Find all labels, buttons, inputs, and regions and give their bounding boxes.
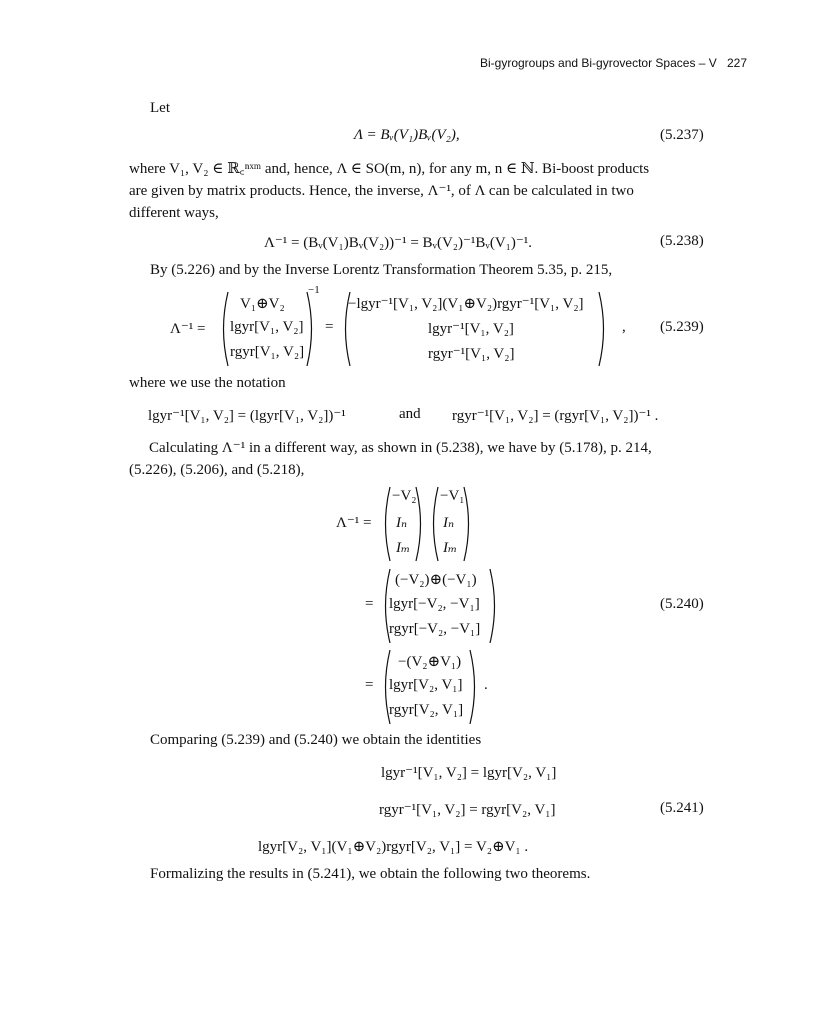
matrix-cell: lgyr⁻¹[V₁, V₂] [428,321,514,337]
paragraph-comparing: Comparing (5.239) and (5.240) we obtain the identities [150,732,482,748]
paragraph-line: different ways, [129,205,219,221]
right-paren [488,567,500,645]
matrix-cell: Iₘ [443,540,458,556]
equation-number-5-241: (5.241) [660,800,704,816]
equation-number-5-239: (5.239) [660,319,704,335]
matrix-cell: rgyr⁻¹[V₁, V₂] [428,346,515,362]
running-header-title: Bi-gyrogroups and Bi-gyrovector Spaces – V [480,56,717,70]
identity-rgyr: rgyr⁻¹[V₁, V₂] = rgyr[V₂, V₁] [379,802,556,818]
matrix-cell: lgyr[−V₂, −V₁] [389,596,480,612]
paragraph-line: Calculating Λ⁻¹ in a different way, as shown in (5.238), we have by (5.178), p. 214, [149,440,652,456]
paragraph-line: (5.226), (5.206), and (5.218), [129,462,305,478]
equation-comma: , [622,319,626,335]
matrix-cell: Iₙ [443,515,455,531]
paragraph-by: By (5.226) and by the Inverse Lorentz Transformation Theorem 5.35, p. 215, [150,262,613,278]
equals-sign: = [325,319,334,335]
identity-gyration: lgyr[V₂, V₁](V₁⊕V₂)rgyr[V₂, V₁] = V₂⊕V₁ . [258,839,529,855]
matrix-cell: −V₂ [392,488,417,504]
paragraph-calculating [129,437,709,481]
notation-and: and [399,406,421,422]
equation-number-5-240: (5.240) [660,596,704,612]
matrix-cell: −V₁ [440,488,465,504]
paragraph-notation: where we use the notation [129,375,286,391]
matrix-cell: lgyr[V₁, V₂] [230,319,304,335]
matrix-cell: Iₙ [396,515,408,531]
right-paren [462,485,474,563]
right-paren [468,648,480,726]
matrix-cell: V₁⊕V₂ [240,296,285,312]
matrix-cell: −lgyr⁻¹[V₁, V₂](V₁⊕V₂)rgyr⁻¹[V₁, V₂] [348,296,584,312]
text-let: Let [150,100,170,116]
notation-lgyr-inverse: lgyr⁻¹[V₁, V₂] = (lgyr[V₁, V₂])⁻¹ [148,408,346,424]
equation-number-5-237: (5.237) [660,127,704,143]
equation-5-240-lhs: Λ⁻¹ = [336,515,372,531]
paragraph-formalizing: Formalizing the results in (5.241), we obtain the following two theorems. [150,866,591,882]
equation-5-238: Λ⁻¹ = (Bᵥ(V₁)Bᵥ(V₂))⁻¹ = Bᵥ(V₂)⁻¹Bᵥ(V₁)⁻¹. [264,235,533,251]
right-paren [597,290,609,368]
equation-5-237: Λ = Bᵥ(V₁)Bᵥ(V₂), [354,127,460,143]
left-paren [218,290,230,368]
notation-rgyr-inverse: rgyr⁻¹[V₁, V₂] = (rgyr[V₁, V₂])⁻¹ . [452,408,659,424]
matrix-cell: −(V₂⊕V₁) [398,654,462,670]
right-paren [414,485,426,563]
matrix-cell: Iₘ [396,540,411,556]
equals-sign: = [365,596,374,612]
matrix-cell: rgyr[−V₂, −V₁] [389,621,481,637]
identity-lgyr: lgyr⁻¹[V₁, V₂] = lgyr[V₂, V₁] [381,765,557,781]
paragraph-where [129,158,709,224]
matrix-cell: rgyr[V₁, V₂] [230,344,305,360]
paragraph-line: are given by matrix products. Hence, the inverse, Λ⁻¹, of Λ can be calculated in two [129,183,634,199]
right-paren [305,290,317,368]
equation-5-239-lhs: Λ⁻¹ = [170,321,206,337]
matrix-cell: lgyr[V₂, V₁] [389,677,463,693]
equation-period: . [484,677,488,693]
paragraph-line: where V₁, V₂ ∈ ℝ꜀ⁿˣᵐ and, hence, Λ ∈ SO(m, n), for any m, n ∈ ℕ. Bi-boost products [129,161,650,177]
matrix-exponent: −1 [308,284,320,296]
equation-number-5-238: (5.238) [660,233,704,249]
left-paren [428,485,440,563]
matrix-cell: rgyr[V₂, V₁] [389,702,464,718]
equals-sign: = [365,677,374,693]
matrix-cell: (−V₂)⊕(−V₁) [395,572,477,588]
left-paren [380,485,392,563]
page-number: 227 [727,56,748,70]
